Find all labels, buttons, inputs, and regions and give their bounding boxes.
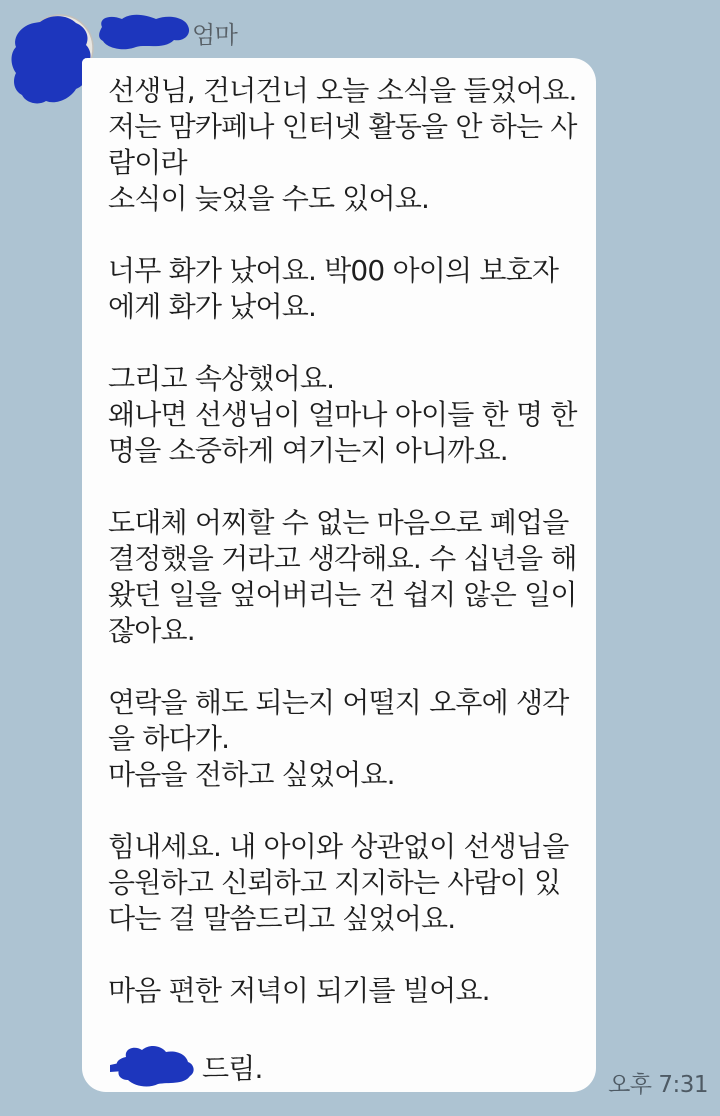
- signature-line: [108, 1045, 580, 1089]
- message-line: 을 하다가.: [108, 722, 230, 755]
- message-paragraph: [108, 73, 580, 217]
- message-line: 선생님, 건너건너 오늘 소식을 들었어요.: [108, 74, 577, 107]
- message-line: 연락을 해도 되는지 어떨지 오후에 생각: [108, 686, 569, 719]
- message-paragraph: [108, 829, 580, 937]
- message-line: 응원하고 신뢰하고 지지하는 사람이 있: [108, 866, 561, 899]
- message-line: 에게 화가 났어요.: [108, 290, 317, 323]
- message-paragraph: [108, 973, 580, 1009]
- message-paragraph: [108, 361, 580, 469]
- message-line: 그리고 속상했어요.: [108, 362, 335, 395]
- message-line: 힘내세요. 내 아이와 상관없이 선생님을: [108, 830, 569, 863]
- sender-name-label: 엄마: [192, 20, 238, 49]
- avatar-redaction-scribble: [12, 16, 91, 103]
- message-line: 람이라: [108, 146, 187, 179]
- name-redaction-scribble: [92, 11, 191, 53]
- message-line: 도대체 어찌할 수 없는 마음으로 폐업을: [108, 506, 569, 539]
- message-line: 잖아요.: [108, 614, 195, 647]
- message-line: 결정했을 거라고 생각해요. 수 십년을 해: [108, 542, 577, 575]
- message-line: 마음을 전하고 싶었어요.: [108, 758, 395, 791]
- signature-suffix: 드림.: [202, 1052, 263, 1085]
- message-line: 소식이 늦었을 수도 있어요.: [108, 182, 430, 215]
- message-paragraph: [108, 685, 580, 793]
- message-paragraph: [108, 253, 580, 325]
- message-line: 왔던 일을 엎어버리는 건 쉽지 않은 일이: [108, 578, 577, 611]
- message-line: 너무 화가 났어요. 박00 아이의 보호자: [108, 254, 559, 287]
- signature-redaction-scribble: [110, 1043, 198, 1089]
- message-line: 저는 맘카페나 인터넷 활동을 안 하는 사: [108, 110, 577, 143]
- message-line: 마음 편한 저녁이 되기를 빌어요.: [108, 974, 490, 1007]
- message-line: 명을 소중하게 여기는지 아니까요.: [108, 434, 508, 467]
- message-bubble[interactable]: [82, 58, 596, 1092]
- sender-name[interactable]: [92, 10, 237, 54]
- message-timestamp: 오후 7:31: [608, 1072, 708, 1098]
- message-line: 왜나면 선생님이 얼마나 아이들 한 명 한: [108, 398, 577, 431]
- message-paragraph: [108, 505, 580, 649]
- message-line: 다는 걸 말씀드리고 싶었어요.: [108, 902, 456, 935]
- message-text: [108, 73, 580, 1009]
